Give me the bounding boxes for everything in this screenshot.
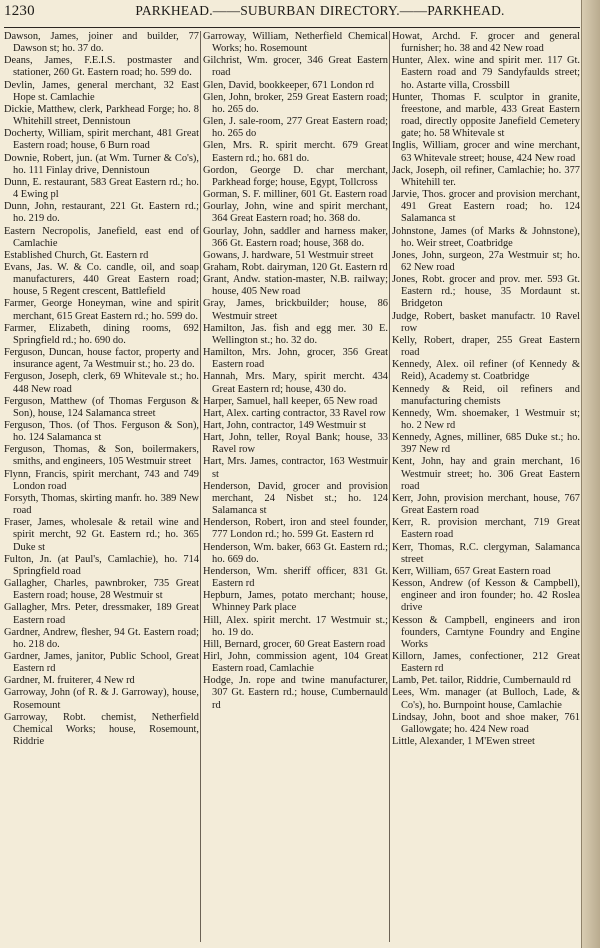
directory-entry: Jones, Robt. grocer and prov. mer. 593 Gt. Eastern rd.; house, 35 Mordaunt st. Bridgeton: [392, 274, 580, 310]
directory-entry: Farmer, George Honeyman, wine and spirit merchant, 615 Great Eastern rd.; ho. 599 do.: [4, 298, 199, 322]
directory-entry: Hepburn, James, potato merchant; house, Whinney Park place: [203, 590, 388, 614]
directory-entry: Hill, Bernard, grocer, 60 Great Eastern road: [203, 638, 386, 650]
directory-entry: Glen, Mrs. R. spirit mercht. 679 Great Eastern rd.; ho. 681 do.: [203, 140, 388, 164]
directory-entry: Hirl, John, commission agent, 104 Great Eastern road, Camlachie: [203, 650, 388, 675]
directory-entry: Gilchrist, Wm. grocer, 346 Great Eastern road: [203, 55, 388, 79]
column-divider: [389, 31, 390, 942]
directory-entry: Hart, Mrs. James, contractor, 163 Westmuir st: [203, 456, 388, 480]
directory-entry: Devlin, James, general merchant, 32 East Hope st. Camlachie: [4, 79, 199, 103]
page-header: [4, 3, 584, 25]
directory-entry: Garroway, Robt. chemist, Netherfield Chemical Works; house, Rosemount, Riddrie: [4, 711, 199, 748]
directory-entry: Henderson, Robert, iron and steel founder, 777 London rd.; ho. 599 Gt. Eastern rd: [203, 517, 388, 541]
directory-entry: Hunter, Thomas F. sculptor in granite, freestone, and marble, 433 Great Eastern road, directly opposite Janefield Cemetery gate; ho. 58 Whitevale st: [392, 91, 580, 140]
directory-entry: Glen, David, bookkeeper, 671 London rd: [203, 79, 374, 91]
directory-entry: Hamilton, Jas. fish and egg mer. 30 E. Wellington st.; ho. 32 do.: [203, 322, 388, 346]
page-number: 1230: [4, 3, 35, 19]
directory-entry: Ferguson, Joseph, clerk, 69 Whitevale st.; ho. 448 New road: [4, 371, 199, 395]
directory-entry: Forsyth, Thomas, skirting manfr. ho. 389 New road: [4, 492, 199, 517]
directory-entry: Gourlay, John, saddler and harness maker, 366 Gt. Eastern road; house, 368 do.: [203, 225, 388, 249]
directory-entry: Downie, Robert, jun. (at Wm. Turner & Co's), ho. 111 Finlay drive, Dennistoun: [4, 152, 199, 176]
directory-entry: Grant, Andw. station-master, N.B. railway; house, 405 New road: [203, 274, 388, 298]
directory-entry: Henderson, Wm. baker, 663 Gt. Eastern rd.; ho. 669 do.: [203, 541, 388, 565]
directory-entry: Little, Alexander, 1 M'Ewen street: [392, 736, 535, 748]
directory-entry: Kerr, Thomas, R.C. clergyman, Salamanca street: [392, 541, 580, 565]
directory-entry: Kerr, William, 657 Great Eastern road: [392, 565, 551, 577]
directory-entry: Kent, John, hay and grain merchant, 16 Westmuir street; ho. 306 Great Eastern road: [392, 456, 580, 492]
column-middle: [203, 31, 388, 948]
directory-entry: Eastern Necropolis, Janefield, east end of Camlachie: [4, 225, 199, 249]
directory-entry: Kennedy, Wm. shoemaker, 1 Westmuir st; ho. 2 New rd: [392, 407, 580, 431]
directory-entry: Ferguson, Thomas, & Son, boilermakers, smiths, and engineers, 105 Westmuir street: [4, 444, 199, 468]
directory-entry: Glen, J. sale-room, 277 Great Eastern road; ho. 265 do: [203, 116, 388, 140]
directory-entry: Henderson, Wm. sheriff officer, 831 Gt. Eastern rd: [203, 565, 388, 590]
directory-entry: Kelly, Robert, draper, 255 Great Eastern road: [392, 334, 580, 359]
directory-entry: Kerr, R. provision merchant, 719 Great Eastern road: [392, 517, 580, 541]
directory-entry: Flynn, Francis, spirit merchant, 743 and 749 London road: [4, 468, 199, 492]
directory-entry: Killorn, James, confectioner, 212 Great Eastern rd: [392, 650, 580, 675]
directory-entry: Kerr, John, provision merchant, house, 767 Great Eastern road: [392, 492, 580, 517]
directory-entry: Inglis, William, grocer and wine merchant, 63 Whitevale street; house, 424 New road: [392, 140, 580, 164]
directory-entry: Glen, John, broker, 259 Great Eastern road; ho. 265 do.: [203, 91, 388, 115]
directory-entry: Farmer, Elizabeth, dining rooms, 692 Springfield rd.; ho. 690 do.: [4, 322, 199, 346]
header-rule: [4, 27, 580, 28]
directory-entry: Gallagher, Mrs. Peter, dressmaker, 189 Great Eastern road: [4, 602, 199, 626]
directory-entry: Jack, Joseph, oil refiner, Camlachie; ho. 377 Whitehill ter.: [392, 164, 580, 188]
directory-entry: Dunn, E. restaurant, 583 Great Eastern rd.; ho. 4 Ewing pl: [4, 176, 199, 201]
directory-entry: Gray, James, brickbuilder; house, 86 Westmuir street: [203, 298, 388, 322]
directory-entry: Kesson, Andrew (of Kesson & Campbell), engineer and iron founder; ho. 42 Roslea drive: [392, 578, 580, 614]
directory-entry: Deans, James, F.E.I.S. postmaster and stationer, 260 Gt. Eastern road; ho. 599 do.: [4, 55, 199, 79]
directory-entry: Gardner, James, janitor, Public School, Great Eastern rd: [4, 650, 199, 675]
directory-entry: Gorman, S. F. milliner, 601 Gt. Eastern road: [203, 189, 388, 201]
directory-entry: Hodge, Jn. rope and twine manufacturer, 307 Gt. Eastern rd.; house, Cumbernauld rd: [203, 675, 388, 711]
directory-entry: Johnstone, James (of Marks & Johnstone), ho. Weir street, Coatbridge: [392, 225, 580, 249]
directory-entry: Gardner, Andrew, flesher, 94 Gt. Eastern road; ho. 218 do.: [4, 626, 199, 650]
directory-entry: Gowans, J. hardware, 51 Westmuir street: [203, 249, 374, 261]
directory-entry: Lindsay, John, boot and shoe maker, 761 Gallowgate; ho. 424 New road: [392, 711, 580, 735]
directory-entry: Gourlay, John, wine and spirit merchant, 364 Great Eastern road; ho. 368 do.: [203, 201, 388, 225]
directory-entry: Ferguson, Thos. (of Thos. Ferguson & Son), ho. 124 Salamanca st: [4, 420, 199, 444]
running-head: PARKHEAD.——SUBURBAN DIRECTORY.——PARKHEAD.: [135, 3, 505, 18]
directory-entry: Gardner, M. fruiterer, 4 New rd: [4, 675, 135, 687]
directory-entry: Hart, Alex. carting contractor, 33 Ravel row: [203, 407, 386, 419]
directory-entry: Hart, John, teller, Royal Bank; house, 33 Ravel row: [203, 432, 388, 456]
directory-entry: Dickie, Matthew, clerk, Parkhead Forge; ho. 8 Whitehill street, Dennistoun: [4, 103, 199, 128]
directory-entry: Lees, Wm. manager (at Bulloch, Lade, & Co's), ho. Burnpoint house, Camlachie: [392, 687, 580, 711]
directory-entry: Judge, Robert, basket manufactr. 10 Ravel row: [392, 310, 580, 334]
directory-entry: Evans, Jas. W. & Co. candle, oil, and soap manufacturers, 440 Great Eastern road; house, 5 Regent crescent, Battlefield: [4, 261, 199, 298]
directory-entry: Hunter, Alex. wine and spirit mer. 117 Gt. Eastern road and 79 Sandyfaulds street; ho. Astarte villa, Crossbill: [392, 55, 580, 91]
directory-entry: Dunn, John, restaurant, 221 Gt. Eastern rd.; ho. 219 do.: [4, 201, 199, 225]
directory-entry: Docherty, William, spirit merchant, 481 Great Eastern road; house, 6 Burn road: [4, 128, 199, 152]
directory-entry: Hart, John, contractor, 149 Westmuir st: [203, 420, 367, 431]
column-divider: [200, 31, 201, 942]
directory-entry: Harper, Samuel, hall keeper, 65 New road: [203, 395, 378, 407]
directory-entry: Established Church, Gt. Eastern rd: [4, 249, 149, 261]
directory-entry: Kesson & Campbell, engineers and iron founders, Carntyne Foundry and Engine Works: [392, 614, 580, 650]
directory-entry: Jarvie, Thos. grocer and provision merchant, 491 Great Eastern road; ho. 124 Salamanca st: [392, 189, 580, 225]
directory-entry: Kennedy & Reid, oil refiners and manufacturing chemists: [392, 383, 580, 407]
directory-entry: Garroway, John (of R. & J. Garroway), house, Rosemount: [4, 687, 199, 711]
directory-entry: Hannah, Mrs. Mary, spirit mercht. 434 Great Eastern rd; house, 430 do.: [203, 371, 388, 395]
directory-entry: Hamilton, Mrs. John, grocer, 356 Great Eastern road: [203, 347, 388, 371]
directory-entry: Howat, Archd. F. grocer and general furnisher; ho. 38 and 42 New road: [392, 31, 580, 55]
directory-entry: Graham, Robt. dairyman, 120 Gt. Eastern rd: [203, 261, 388, 273]
directory-entry: Hill, Alex. spirit mercht. 17 Westmuir st.; ho. 19 do.: [203, 614, 388, 638]
directory-entry: Fraser, James, wholesale & retail wine and spirit mercht, 92 Gt. Eastern rd.; ho. 365 Duke st: [4, 517, 199, 553]
directory-entry: Ferguson, Matthew (of Thomas Ferguson & Son), house, 124 Salamanca street: [4, 395, 199, 419]
adjacent-page-edge: [581, 0, 600, 948]
directory-entry: Dawson, James, joiner and builder, 77 Dawson st; ho. 37 do.: [4, 31, 199, 55]
column-right: [392, 31, 580, 948]
column-left: [4, 31, 199, 948]
directory-entry: Jones, John, surgeon, 27a Westmuir st; ho. 62 New road: [392, 249, 580, 273]
directory-entry: Lamb, Pet. tailor, Riddrie, Cumbernauld rd: [392, 675, 571, 687]
directory-entry: Ferguson, Duncan, house factor, property and insurance agent, 7a Westmuir st.; ho. 23 do.: [4, 347, 199, 371]
directory-entry: Fulton, Jn. (at Paul's, Camlachie), ho. 714 Springfield road: [4, 553, 199, 577]
directory-entry: Garroway, William, Netherfield Chemical Works; ho. Rosemount: [203, 31, 388, 55]
directory-entry: Kennedy, Alex. oil refiner (of Kennedy & Reid), Academy st. Coatbridge: [392, 359, 580, 383]
directory-entry: Gordon, George D. char merchant, Parkhead forge; house, Egypt, Tollcross: [203, 164, 388, 188]
directory-entry: Henderson, David, grocer and provision merchant, 24 Nisbet st.; ho. 124 Salamanca st: [203, 480, 388, 517]
directory-entry: Gallagher, Charles, pawnbroker, 735 Great Eastern road; house, 28 Westmuir st: [4, 578, 199, 602]
directory-entry: Kennedy, Agnes, milliner, 685 Duke st.; ho. 397 New rd: [392, 432, 580, 456]
